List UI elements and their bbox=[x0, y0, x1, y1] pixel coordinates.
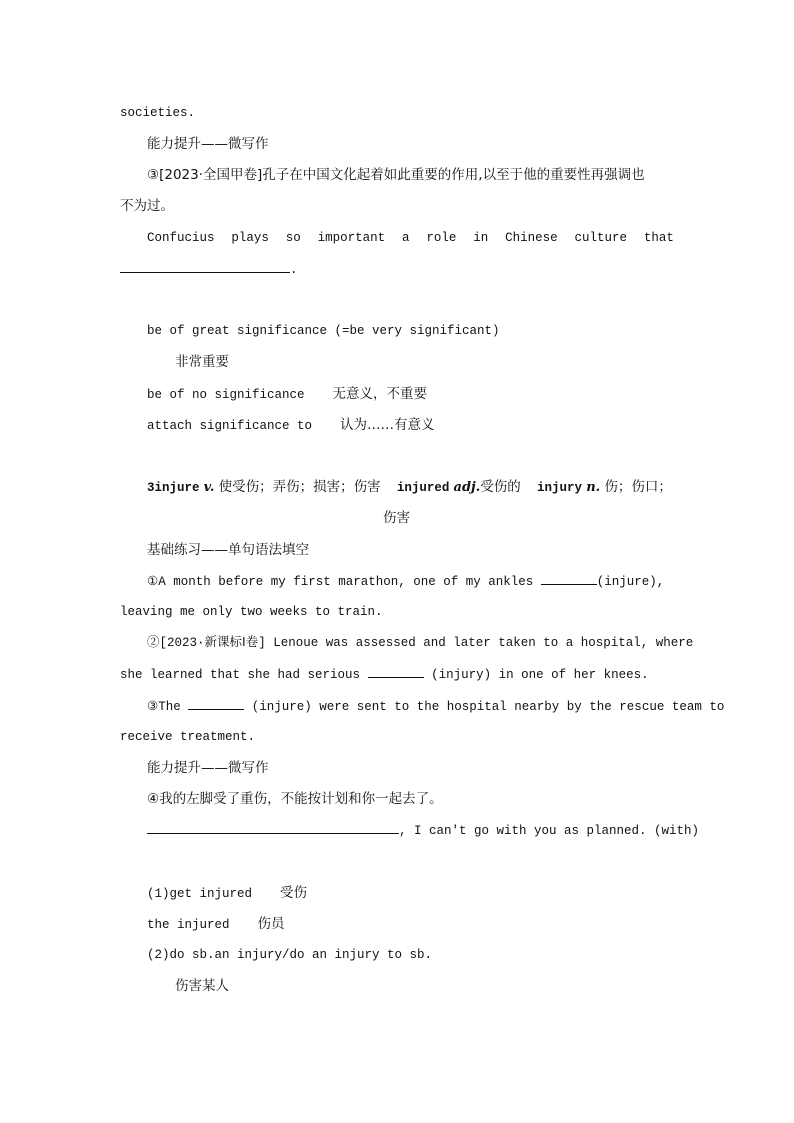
entry-word: 3injure bbox=[147, 481, 200, 495]
word: a bbox=[402, 231, 410, 245]
exercise-2-line2 bbox=[120, 666, 649, 683]
note-great-significance-cn: 非常重要 bbox=[175, 354, 229, 370]
question-3-english-line bbox=[147, 230, 674, 246]
entry-word: injury bbox=[537, 481, 583, 495]
note-en: the injured bbox=[147, 918, 230, 932]
exercise-text: (injure) were sent to the hospital nearby by the rescue team to bbox=[251, 700, 725, 714]
answer-blank[interactable] bbox=[541, 573, 597, 585]
exercise-3-line2: receive treatment. bbox=[120, 730, 256, 744]
note-do-injury-cn: 伤害某人 bbox=[175, 978, 229, 994]
entry-def: 使受伤；弄伤；损害；伤害 bbox=[218, 479, 381, 495]
note-cn: 无意义，不重要 bbox=[332, 386, 428, 402]
note-attach-significance bbox=[147, 417, 435, 434]
exercise-1-line1 bbox=[147, 573, 664, 590]
note-the-injured bbox=[147, 916, 285, 933]
answer-blank[interactable] bbox=[120, 261, 290, 273]
word: important bbox=[317, 231, 386, 245]
note-do-injury: (2)do sb.an injury/do an injury to sb. bbox=[147, 948, 433, 962]
entry-pos: v. bbox=[203, 480, 215, 495]
question-3-chinese-line2: 不为过。 bbox=[120, 198, 174, 214]
answer-blank[interactable] bbox=[188, 698, 244, 710]
note-en: attach significance to bbox=[147, 419, 313, 433]
word: Chinese bbox=[505, 231, 558, 245]
word: culture bbox=[574, 231, 628, 245]
note-en: (1)get injured bbox=[147, 887, 253, 901]
exercise-3-line1 bbox=[147, 698, 724, 715]
entry-word: injured bbox=[396, 481, 450, 495]
heading-ability-writing-2: 能力提升——微写作 bbox=[147, 760, 269, 776]
entry-def: 伤；伤口； bbox=[604, 479, 672, 495]
answer-blank[interactable] bbox=[147, 822, 399, 834]
heading-ability-writing: 能力提升——微写作 bbox=[147, 136, 269, 152]
exercise-4-chinese: ④我的左脚受了重伤，不能按计划和你一起去了。 bbox=[147, 791, 443, 807]
word: plays bbox=[231, 231, 269, 245]
note-cn: 伤员 bbox=[257, 916, 285, 932]
entry-injure bbox=[147, 479, 672, 496]
word: role bbox=[426, 231, 457, 245]
question-3-chinese-line1: ③[2023·全国甲卷]孔子在中国文化起着如此重要的作用,以至于他的重要性再强调也 bbox=[147, 167, 645, 183]
exercise-text: ①A month before my first marathon, one of my ankles bbox=[147, 575, 534, 589]
entry-pos: adj. bbox=[453, 480, 481, 495]
question-3-answer-line bbox=[120, 261, 298, 278]
exercise-2-line1: ②[2023·新课标Ⅰ卷] Lenoue was assessed and later taken to a hospital, where bbox=[147, 636, 694, 650]
note-en: be of no significance bbox=[147, 388, 305, 402]
word: that bbox=[643, 231, 674, 245]
exercise-4-english bbox=[147, 822, 699, 839]
note-cn: 认为……有意义 bbox=[340, 417, 435, 433]
entry-def: 受伤的 bbox=[480, 479, 521, 495]
word: so bbox=[285, 231, 301, 245]
answer-blank[interactable] bbox=[368, 666, 424, 678]
word: Confucius bbox=[147, 231, 215, 245]
text-line-societies: societies. bbox=[120, 106, 196, 120]
exercise-text: (injure), bbox=[596, 575, 665, 589]
note-get-injured bbox=[147, 885, 307, 902]
exercise-text: she learned that she had serious bbox=[120, 668, 361, 682]
exercise-1-line2: leaving me only two weeks to train. bbox=[120, 605, 383, 619]
heading-basic-practice: 基础练习——单句语法填空 bbox=[147, 542, 309, 558]
exercise-text: , I can't go with you as planned. (with) bbox=[399, 824, 700, 838]
exercise-text: ③The bbox=[147, 700, 181, 714]
note-cn: 受伤 bbox=[280, 885, 308, 901]
entry-pos: n. bbox=[586, 480, 601, 495]
period: . bbox=[290, 263, 298, 277]
exercise-text: (injury) in one of her knees. bbox=[431, 668, 649, 682]
note-great-significance: be of great significance (=be very significant) bbox=[147, 324, 500, 338]
word: in bbox=[473, 231, 489, 245]
note-no-significance bbox=[147, 386, 427, 403]
entry-def-continued: 伤害 bbox=[383, 510, 410, 526]
